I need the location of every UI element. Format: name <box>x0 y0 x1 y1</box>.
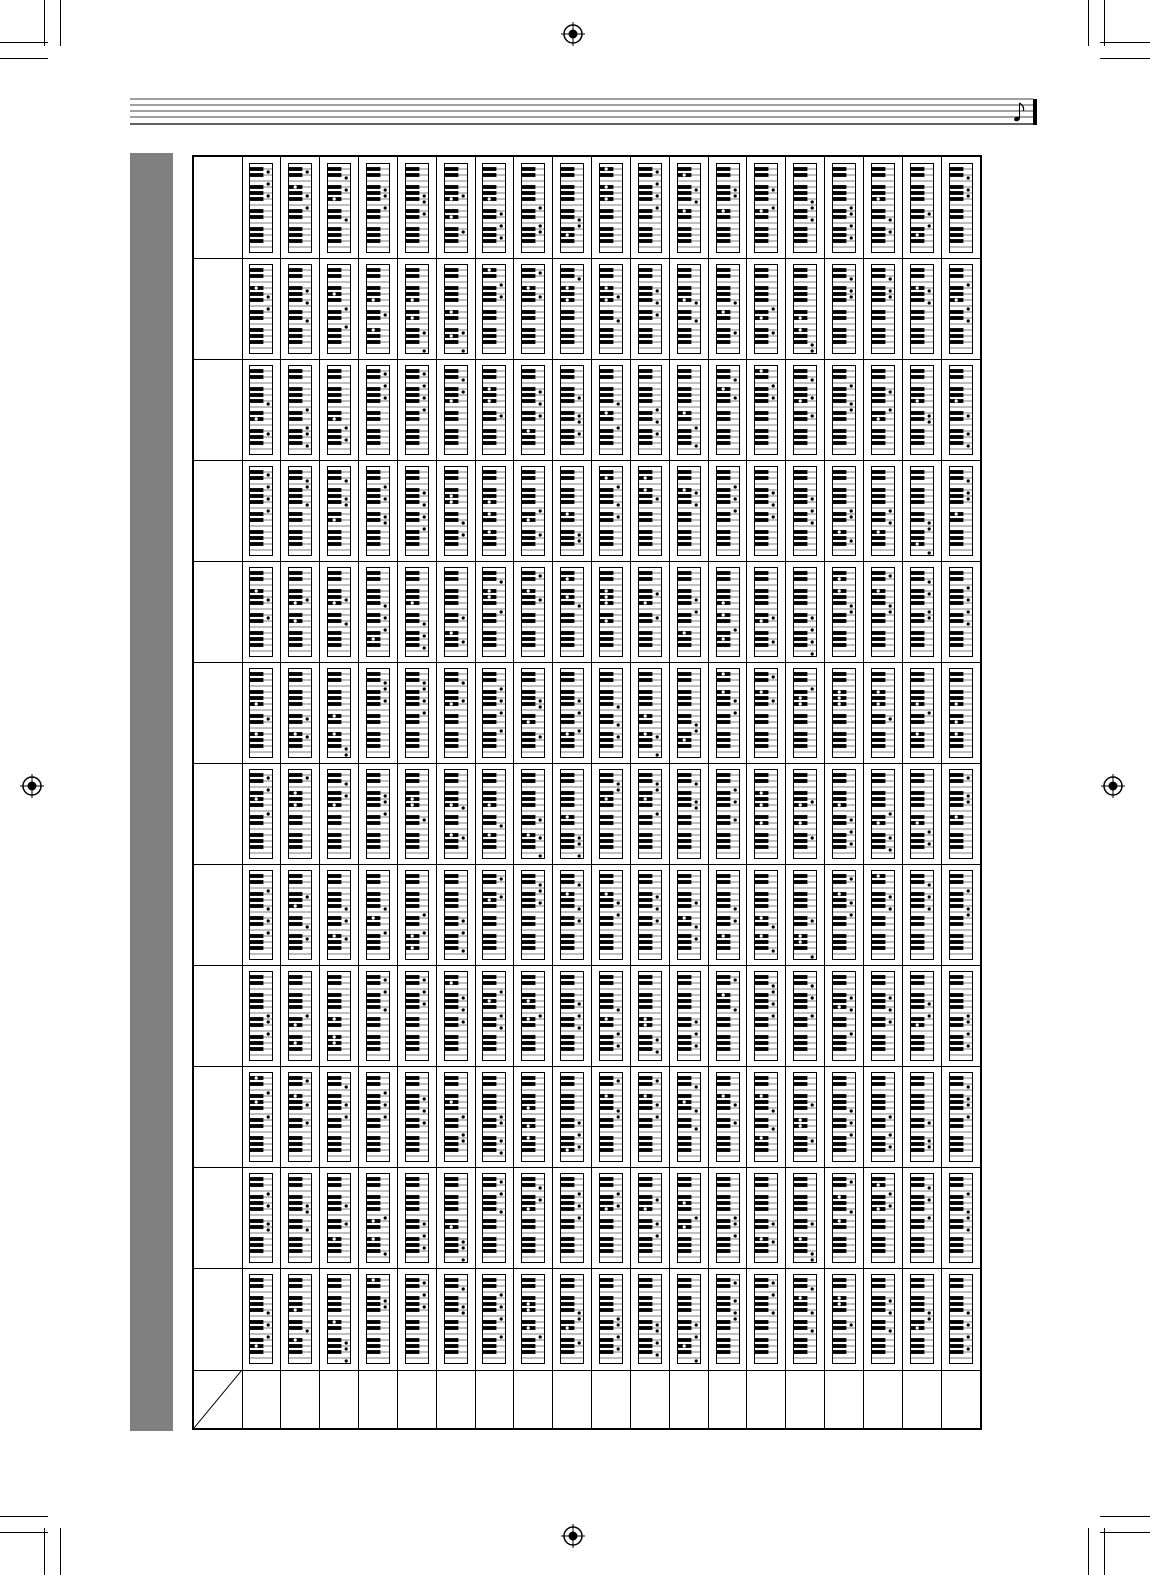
keyboard-diagram-icon <box>366 567 390 657</box>
keyboard-diagram-icon <box>444 163 468 253</box>
keyboard-diagram-icon <box>754 264 778 354</box>
keyboard-diagram-icon <box>560 567 584 657</box>
keyboard-diagram-icon <box>366 163 390 253</box>
keyboard-diagram-icon <box>521 769 545 859</box>
keyboard-diagram-icon <box>366 1072 390 1162</box>
keyboard-diagram-icon <box>910 1173 934 1263</box>
keyboard-diagram-icon <box>560 668 584 758</box>
keyboard-diagram-icon <box>793 1173 817 1263</box>
keyboard-diagram-icon <box>249 365 273 455</box>
keyboard-diagram-icon <box>482 1173 506 1263</box>
crop-mark-bottom-right-v <box>1088 1528 1089 1575</box>
grid-row-divider <box>194 1066 980 1067</box>
section-side-band <box>130 153 173 1431</box>
keyboard-diagram-icon <box>444 567 468 657</box>
crop-mark-bottom-left-h <box>0 1516 48 1517</box>
grid-row-divider <box>194 258 980 259</box>
crop-mark-top-left-h2 <box>0 42 48 43</box>
keyboard-diagram-icon <box>871 264 895 354</box>
keyboard-diagram-icon <box>832 466 856 556</box>
keyboard-diagram-icon <box>754 668 778 758</box>
keyboard-diagram-icon <box>716 870 740 960</box>
keyboard-diagram-icon <box>444 971 468 1061</box>
keyboard-diagram-icon <box>599 264 623 354</box>
keyboard-diagram-icon <box>560 1173 584 1263</box>
keyboard-diagram-icon <box>754 870 778 960</box>
keyboard-diagram-icon <box>366 769 390 859</box>
grid-column-divider <box>513 157 514 1428</box>
keyboard-diagram-icon <box>482 870 506 960</box>
keyboard-diagram-icon <box>832 668 856 758</box>
keyboard-diagram-icon <box>949 264 973 354</box>
keyboard-diagram-icon <box>793 567 817 657</box>
crop-mark-top-left-v2 <box>44 0 45 46</box>
keyboard-diagram-icon <box>754 466 778 556</box>
keyboard-diagram-icon <box>405 668 429 758</box>
keyboard-diagram-icon <box>521 264 545 354</box>
keyboard-diagram-icon <box>949 567 973 657</box>
keyboard-diagram-icon <box>366 870 390 960</box>
keyboard-diagram-icon <box>366 1274 390 1364</box>
keyboard-diagram-icon <box>599 365 623 455</box>
grid-row-divider <box>194 359 980 360</box>
keyboard-diagram-icon <box>288 264 312 354</box>
keyboard-diagram-icon <box>482 668 506 758</box>
keyboard-diagram-icon <box>716 264 740 354</box>
keyboard-diagram-icon <box>832 264 856 354</box>
grid-column-divider <box>941 157 942 1428</box>
grid-column-divider <box>280 157 281 1428</box>
keyboard-diagram-icon <box>910 163 934 253</box>
grid-column-divider <box>242 157 243 1428</box>
keyboard-diagram-icon <box>521 870 545 960</box>
corner-diagonal <box>194 1370 242 1428</box>
crop-mark-top-left-v <box>60 0 61 46</box>
keyboard-diagram-icon <box>521 567 545 657</box>
grid-row-divider <box>194 763 980 764</box>
grid-column-divider <box>708 157 709 1428</box>
grid-column-divider <box>630 157 631 1428</box>
keyboard-diagram-icon <box>560 1072 584 1162</box>
keyboard-diagram-icon <box>521 971 545 1061</box>
keyboard-diagram-icon <box>599 1173 623 1263</box>
keyboard-diagram-icon <box>599 1274 623 1364</box>
keyboard-diagram-icon <box>832 365 856 455</box>
registration-mark-bottom-icon <box>561 1524 585 1548</box>
keyboard-diagram-icon <box>482 466 506 556</box>
keyboard-diagram-icon <box>288 163 312 253</box>
keyboard-diagram-icon <box>754 1274 778 1364</box>
keyboard-diagram-icon <box>871 567 895 657</box>
keyboard-diagram-icon <box>871 971 895 1061</box>
keyboard-diagram-icon <box>444 870 468 960</box>
keyboard-diagram-icon <box>677 567 701 657</box>
keyboard-diagram-icon <box>249 567 273 657</box>
keyboard-diagram-icon <box>793 1274 817 1364</box>
grid-column-divider <box>319 157 320 1428</box>
crop-mark-bottom-right-h <box>1100 1516 1150 1517</box>
keyboard-diagram-icon <box>949 668 973 758</box>
keyboard-diagram-icon <box>754 971 778 1061</box>
keyboard-diagram-icon <box>832 163 856 253</box>
keyboard-diagram-icon <box>288 769 312 859</box>
keyboard-diagram-icon <box>405 1274 429 1364</box>
keyboard-diagram-icon <box>521 163 545 253</box>
keyboard-diagram-icon <box>405 567 429 657</box>
keyboard-diagram-icon <box>288 1274 312 1364</box>
keyboard-diagram-icon <box>716 769 740 859</box>
keyboard-diagram-icon <box>677 870 701 960</box>
keyboard-diagram-icon <box>444 1274 468 1364</box>
keyboard-diagram-icon <box>832 1173 856 1263</box>
keyboard-diagram-icon <box>327 971 351 1061</box>
keyboard-diagram-icon <box>444 1072 468 1162</box>
keyboard-diagram-icon <box>949 163 973 253</box>
crop-mark-top-right-h2 <box>1100 42 1150 43</box>
keyboard-diagram-icon <box>793 466 817 556</box>
keyboard-diagram-icon <box>716 1072 740 1162</box>
keyboard-diagram-icon <box>638 163 662 253</box>
keyboard-diagram-icon <box>638 365 662 455</box>
keyboard-diagram-icon <box>599 567 623 657</box>
keyboard-diagram-icon <box>910 870 934 960</box>
keyboard-diagram-icon <box>716 668 740 758</box>
crop-mark-top-right-h <box>1100 58 1150 59</box>
keyboard-diagram-icon <box>249 1072 273 1162</box>
keyboard-diagram-icon <box>521 668 545 758</box>
keyboard-diagram-icon <box>832 567 856 657</box>
keyboard-diagram-icon <box>677 971 701 1061</box>
keyboard-diagram-icon <box>599 163 623 253</box>
keyboard-diagram-icon <box>793 668 817 758</box>
keyboard-diagram-icon <box>249 1173 273 1263</box>
grid-row-divider <box>194 662 980 663</box>
keyboard-diagram-icon <box>716 163 740 253</box>
keyboard-diagram-icon <box>949 1173 973 1263</box>
keyboard-diagram-icon <box>560 466 584 556</box>
keyboard-diagram-icon <box>249 668 273 758</box>
keyboard-diagram-icon <box>754 769 778 859</box>
keyboard-diagram-icon <box>327 163 351 253</box>
keyboard-diagram-icon <box>638 1274 662 1364</box>
keyboard-diagram-icon <box>949 1072 973 1162</box>
keyboard-diagram-icon <box>638 971 662 1061</box>
keyboard-diagram-icon <box>521 365 545 455</box>
keyboard-diagram-icon <box>482 1274 506 1364</box>
keyboard-diagram-icon <box>327 1274 351 1364</box>
keyboard-diagram-icon <box>327 1072 351 1162</box>
keyboard-diagram-icon <box>444 769 468 859</box>
keyboard-diagram-icon <box>871 668 895 758</box>
keyboard-diagram-icon <box>521 1274 545 1364</box>
keyboard-diagram-icon <box>482 163 506 253</box>
crop-mark-bottom-left-v2 <box>44 1528 45 1575</box>
keyboard-diagram-icon <box>444 466 468 556</box>
keyboard-diagram-icon <box>560 163 584 253</box>
keyboard-diagram-icon <box>638 668 662 758</box>
keyboard-diagram-icon <box>521 466 545 556</box>
keyboard-diagram-icon <box>249 1274 273 1364</box>
keyboard-diagram-icon <box>482 264 506 354</box>
crop-mark-top-right-v <box>1088 0 1089 46</box>
keyboard-diagram-icon <box>910 567 934 657</box>
keyboard-diagram-icon <box>793 264 817 354</box>
keyboard-diagram-icon <box>638 466 662 556</box>
keyboard-diagram-icon <box>910 668 934 758</box>
keyboard-diagram-icon <box>405 1072 429 1162</box>
crop-mark-bottom-right-v2 <box>1104 1528 1105 1575</box>
registration-mark-top-icon <box>561 22 585 46</box>
keyboard-diagram-icon <box>599 971 623 1061</box>
keyboard-diagram-icon <box>405 971 429 1061</box>
grid-column-divider <box>436 157 437 1428</box>
keyboard-diagram-icon <box>482 971 506 1061</box>
keyboard-diagram-icon <box>405 870 429 960</box>
keyboard-diagram-icon <box>405 769 429 859</box>
keyboard-diagram-icon <box>793 1072 817 1162</box>
keyboard-diagram-icon <box>327 567 351 657</box>
keyboard-diagram-icon <box>482 365 506 455</box>
keyboard-diagram-icon <box>599 466 623 556</box>
keyboard-diagram-icon <box>560 971 584 1061</box>
grid-column-divider <box>824 157 825 1428</box>
keyboard-diagram-icon <box>949 466 973 556</box>
keyboard-diagram-icon <box>249 870 273 960</box>
grid-row-divider <box>194 864 980 865</box>
keyboard-diagram-icon <box>288 567 312 657</box>
keyboard-diagram-icon <box>366 264 390 354</box>
keyboard-diagram-icon <box>754 1173 778 1263</box>
keyboard-diagram-icon <box>638 567 662 657</box>
keyboard-diagram-icon <box>716 365 740 455</box>
keyboard-diagram-icon <box>288 365 312 455</box>
keyboard-diagram-icon <box>327 1173 351 1263</box>
keyboard-diagram-icon <box>288 1072 312 1162</box>
keyboard-diagram-icon <box>560 1274 584 1364</box>
keyboard-diagram-icon <box>832 769 856 859</box>
grid-row-divider <box>194 1167 980 1168</box>
keyboard-diagram-icon <box>638 1173 662 1263</box>
keyboard-diagram-icon <box>638 264 662 354</box>
keyboard-diagram-icon <box>910 1274 934 1364</box>
keyboard-diagram-icon <box>677 163 701 253</box>
grid-row-divider <box>194 965 980 966</box>
keyboard-diagram-icon <box>560 870 584 960</box>
keyboard-diagram-icon <box>521 1173 545 1263</box>
grid-column-divider <box>669 157 670 1428</box>
keyboard-diagram-icon <box>327 264 351 354</box>
keyboard-diagram-icon <box>288 466 312 556</box>
keyboard-diagram-icon <box>599 1072 623 1162</box>
keyboard-diagram-icon <box>521 1072 545 1162</box>
crop-mark-bottom-left-v <box>60 1528 61 1575</box>
keyboard-diagram-icon <box>793 971 817 1061</box>
keyboard-diagram-icon <box>405 365 429 455</box>
keyboard-diagram-icon <box>793 163 817 253</box>
crop-mark-bottom-left-h2 <box>0 1532 48 1533</box>
keyboard-diagram-icon <box>871 163 895 253</box>
keyboard-diagram-icon <box>444 1173 468 1263</box>
keyboard-diagram-icon <box>249 769 273 859</box>
keyboard-diagram-icon <box>871 1274 895 1364</box>
keyboard-diagram-icon <box>871 466 895 556</box>
keyboard-diagram-icon <box>716 971 740 1061</box>
keyboard-diagram-icon <box>327 769 351 859</box>
grid-column-divider <box>552 157 553 1428</box>
keyboard-diagram-icon <box>716 1173 740 1263</box>
eighth-note-icon <box>1013 103 1023 122</box>
keyboard-diagram-icon <box>327 365 351 455</box>
keyboard-diagram-icon <box>405 163 429 253</box>
keyboard-diagram-icon <box>832 1072 856 1162</box>
staff-lines-header <box>130 97 1038 127</box>
grid-row-divider <box>194 460 980 461</box>
keyboard-diagram-icon <box>677 1173 701 1263</box>
keyboard-diagram-icon <box>754 1072 778 1162</box>
grid-column-divider <box>397 157 398 1428</box>
keyboard-diagram-icon <box>716 1274 740 1364</box>
registration-mark-right-icon <box>1101 774 1125 798</box>
keyboard-diagram-icon <box>288 971 312 1061</box>
keyboard-diagram-icon <box>910 365 934 455</box>
keyboard-diagram-icon <box>599 769 623 859</box>
keyboard-diagram-icon <box>949 769 973 859</box>
keyboard-diagram-icon <box>444 264 468 354</box>
grid-column-divider <box>746 157 747 1428</box>
keyboard-diagram-icon <box>405 264 429 354</box>
keyboard-diagram-icon <box>949 971 973 1061</box>
keyboard-diagram-icon <box>405 1173 429 1263</box>
keyboard-diagram-icon <box>716 466 740 556</box>
keyboard-diagram-icon <box>366 971 390 1061</box>
crop-mark-top-left-h <box>0 58 48 59</box>
keyboard-diagram-icon <box>910 1072 934 1162</box>
chord-chart-table <box>192 155 982 1430</box>
keyboard-diagram-icon <box>677 1274 701 1364</box>
keyboard-diagram-icon <box>949 1274 973 1364</box>
keyboard-diagram-icon <box>677 1072 701 1162</box>
keyboard-diagram-icon <box>366 1173 390 1263</box>
grid-column-divider <box>591 157 592 1428</box>
keyboard-diagram-icon <box>249 264 273 354</box>
keyboard-diagram-icon <box>482 567 506 657</box>
grid-column-divider <box>863 157 864 1428</box>
keyboard-diagram-icon <box>444 668 468 758</box>
grid-column-divider <box>358 157 359 1428</box>
grid-row-divider <box>194 1268 980 1269</box>
keyboard-diagram-icon <box>366 668 390 758</box>
keyboard-diagram-icon <box>560 264 584 354</box>
grid-column-divider <box>475 157 476 1428</box>
keyboard-diagram-icon <box>444 365 468 455</box>
keyboard-diagram-icon <box>754 567 778 657</box>
keyboard-diagram-icon <box>599 870 623 960</box>
keyboard-diagram-icon <box>249 163 273 253</box>
keyboard-diagram-icon <box>638 870 662 960</box>
keyboard-diagram-icon <box>327 870 351 960</box>
grid-row-divider <box>194 1370 980 1371</box>
keyboard-diagram-icon <box>871 1173 895 1263</box>
grid-row-divider <box>194 561 980 562</box>
keyboard-diagram-icon <box>677 769 701 859</box>
crop-mark-bottom-right-h2 <box>1100 1532 1150 1533</box>
keyboard-diagram-icon <box>871 769 895 859</box>
keyboard-diagram-icon <box>677 365 701 455</box>
keyboard-diagram-icon <box>949 365 973 455</box>
keyboard-diagram-icon <box>793 769 817 859</box>
keyboard-diagram-icon <box>716 567 740 657</box>
keyboard-diagram-icon <box>327 668 351 758</box>
keyboard-diagram-icon <box>793 365 817 455</box>
keyboard-diagram-icon <box>910 971 934 1061</box>
keyboard-diagram-icon <box>599 668 623 758</box>
keyboard-diagram-icon <box>871 870 895 960</box>
keyboard-diagram-icon <box>638 1072 662 1162</box>
grid-column-divider <box>785 157 786 1428</box>
keyboard-diagram-icon <box>871 365 895 455</box>
keyboard-diagram-icon <box>832 971 856 1061</box>
keyboard-diagram-icon <box>482 769 506 859</box>
keyboard-diagram-icon <box>677 264 701 354</box>
keyboard-diagram-icon <box>560 769 584 859</box>
keyboard-diagram-icon <box>832 870 856 960</box>
keyboard-diagram-icon <box>910 264 934 354</box>
keyboard-diagram-icon <box>288 668 312 758</box>
keyboard-diagram-icon <box>910 769 934 859</box>
keyboard-diagram-icon <box>638 769 662 859</box>
keyboard-diagram-icon <box>249 971 273 1061</box>
keyboard-diagram-icon <box>677 466 701 556</box>
keyboard-diagram-icon <box>366 466 390 556</box>
keyboard-diagram-icon <box>405 466 429 556</box>
keyboard-diagram-icon <box>366 365 390 455</box>
keyboard-diagram-icon <box>910 466 934 556</box>
keyboard-diagram-icon <box>288 1173 312 1263</box>
keyboard-diagram-icon <box>949 870 973 960</box>
keyboard-diagram-icon <box>249 466 273 556</box>
keyboard-diagram-icon <box>327 466 351 556</box>
keyboard-diagram-icon <box>754 163 778 253</box>
grid-column-divider <box>902 157 903 1428</box>
crop-mark-top-right-v2 <box>1104 0 1105 46</box>
keyboard-diagram-icon <box>288 870 312 960</box>
keyboard-diagram-icon <box>677 668 701 758</box>
registration-mark-left-icon <box>20 774 44 798</box>
keyboard-diagram-icon <box>754 365 778 455</box>
keyboard-diagram-icon <box>793 870 817 960</box>
keyboard-diagram-icon <box>832 1274 856 1364</box>
keyboard-diagram-icon <box>560 365 584 455</box>
keyboard-diagram-icon <box>482 1072 506 1162</box>
keyboard-diagram-icon <box>871 1072 895 1162</box>
